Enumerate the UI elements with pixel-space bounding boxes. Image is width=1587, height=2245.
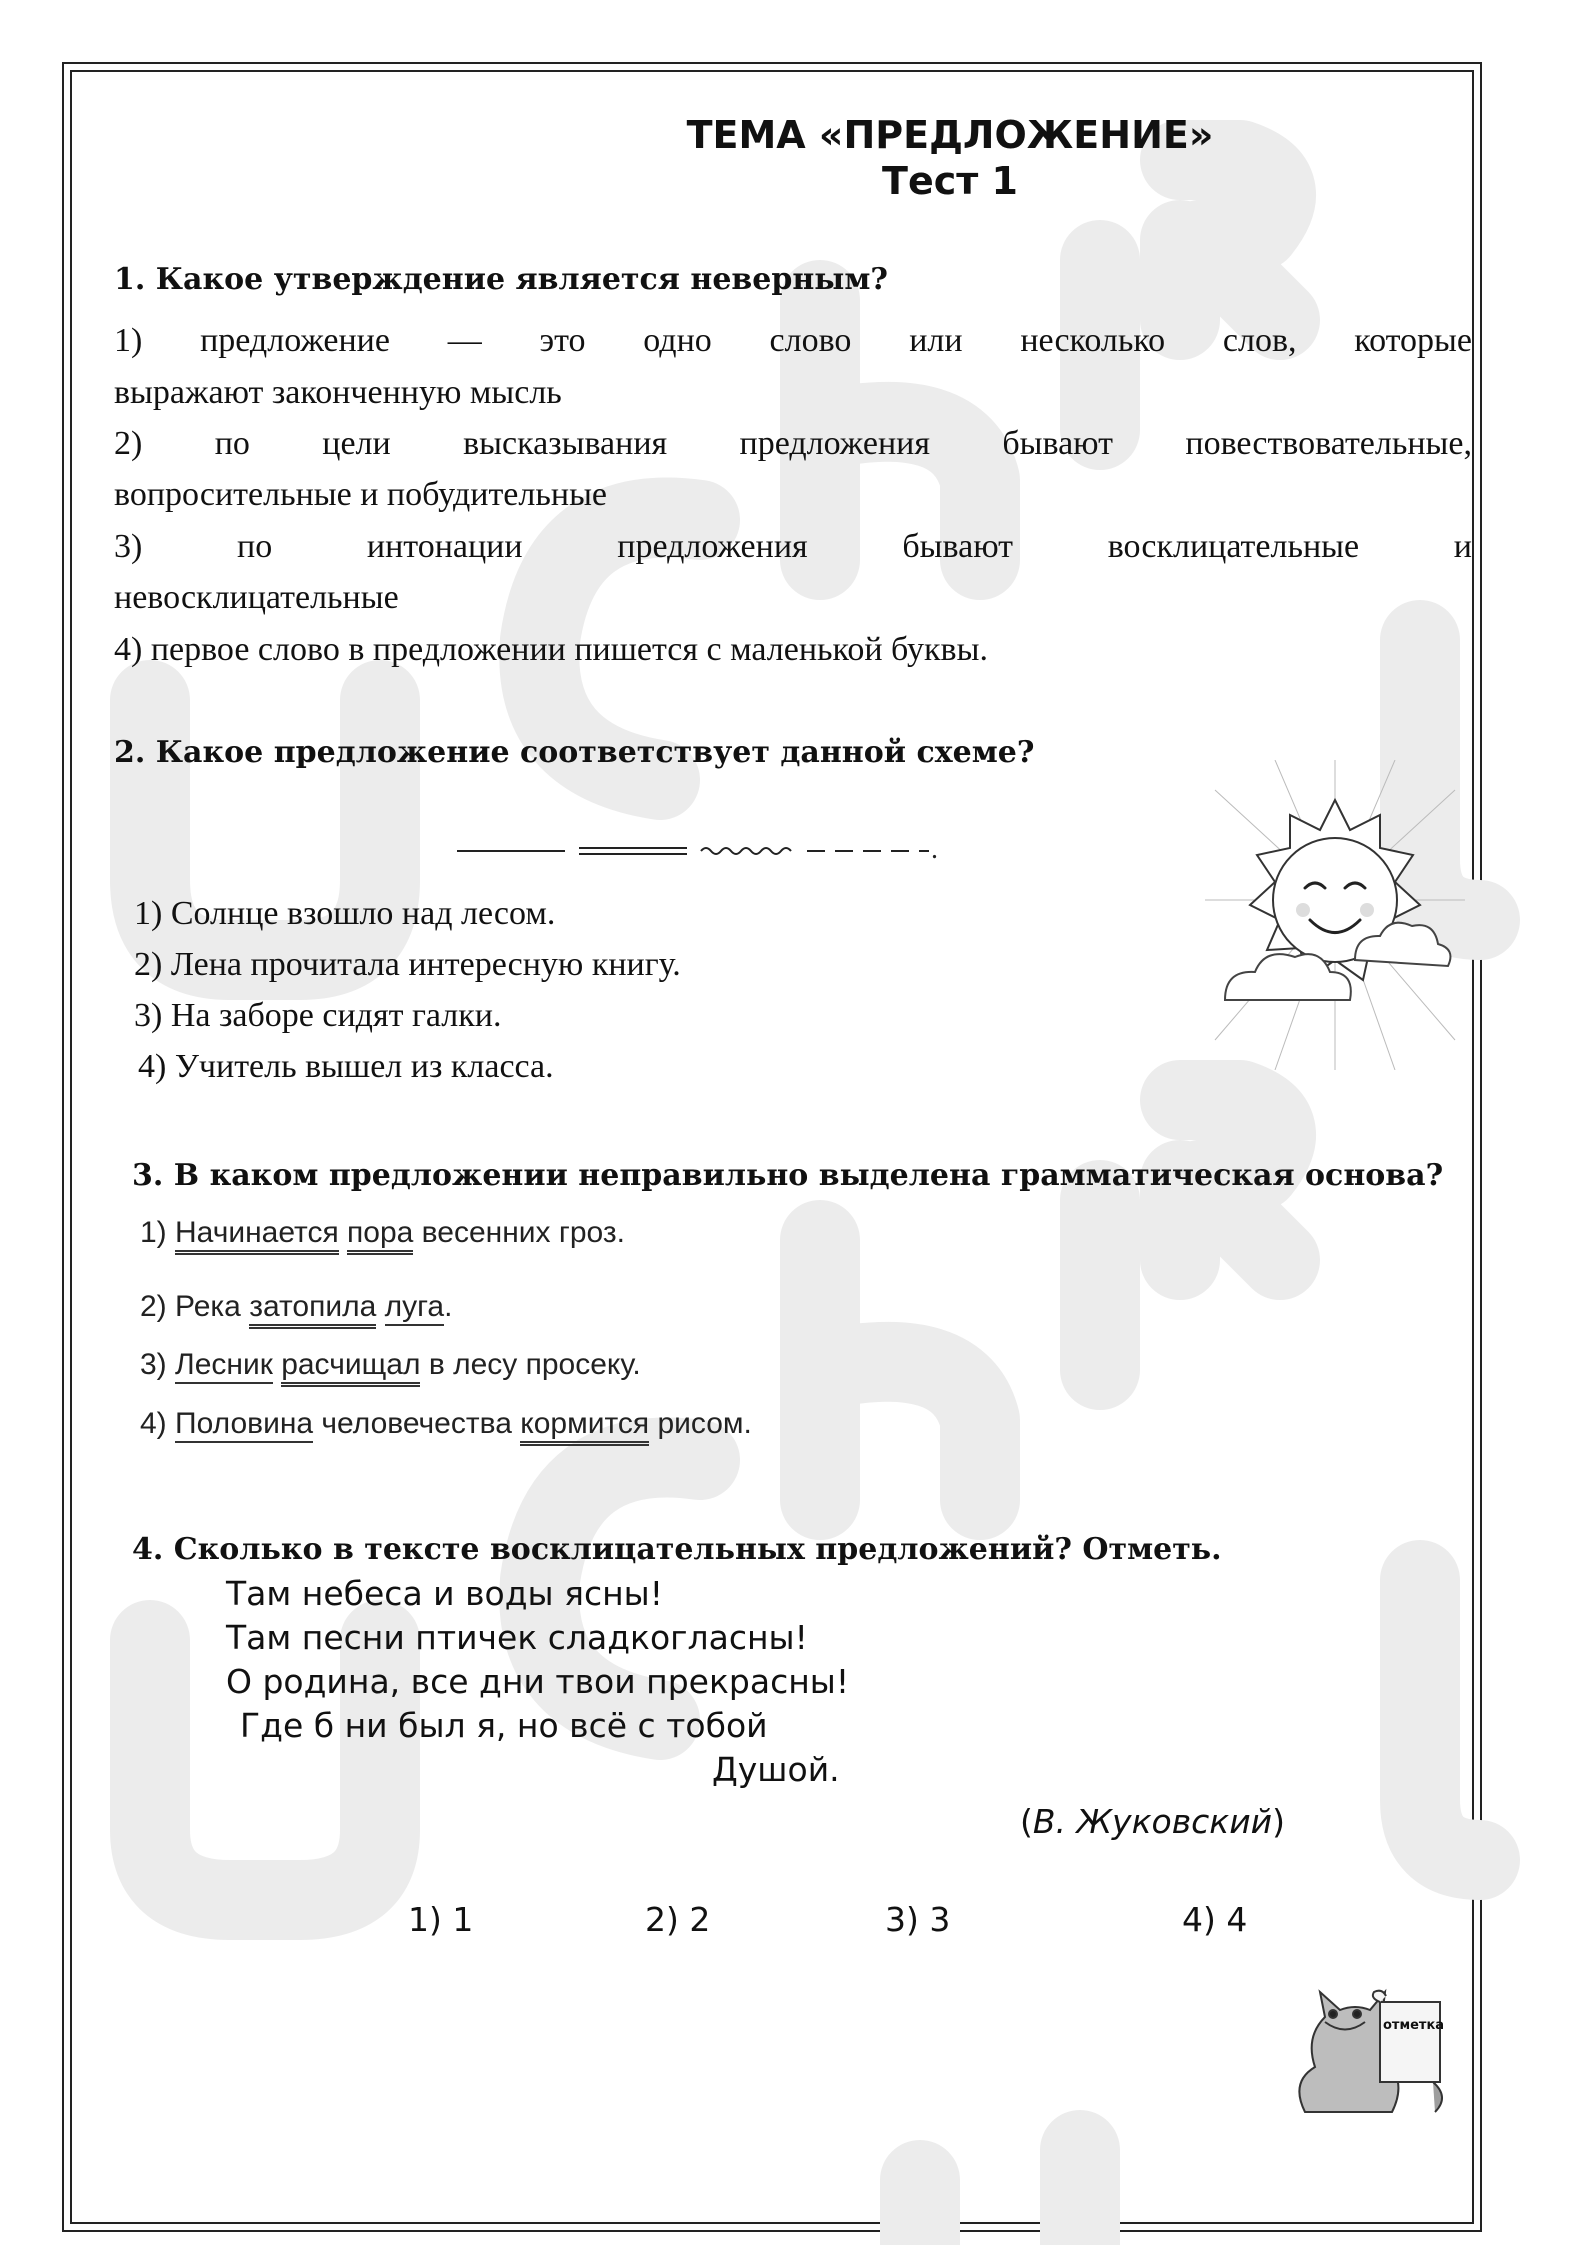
poem-line-1: Там небеса и воды ясны! [226, 1574, 663, 1613]
fox-mascot-icon [1285, 1962, 1455, 2122]
q3-option-3: 3) Лесник расчищал в лесу просеку. [140, 1348, 641, 1382]
q1-option-3-line-2: невосклицательные [114, 579, 399, 616]
smiling-sun-icon [1205, 760, 1465, 1070]
poem-line-2: Там песни птичек сладкогласны! [226, 1618, 808, 1657]
q3-o3-word-1: Лесник [175, 1348, 273, 1384]
q2-option-3: 3) На заборе сидят галки. [134, 997, 502, 1034]
poem-line-4: Где б ни был я, но всё с тобой [240, 1706, 768, 1745]
q1-option-4: 4) первое слово в предложении пишется с маленькой буквы. [114, 631, 988, 668]
q1-option-1-line-1: 1) предложение — это одно слово или несколько слов, которые [114, 322, 1472, 359]
q3-o2-word-2: луга [385, 1290, 444, 1326]
q2-option-4: 4) Учитель вышел из класса. [138, 1048, 554, 1085]
q1-option-2-line-2: вопросительные и побудительные [114, 476, 607, 513]
question-2-heading: 2. Какое предложение соответствует данной схеме? [114, 735, 1035, 770]
q3-option-2: 2) Река затопила луга. [140, 1290, 452, 1324]
scheme-period: . [931, 838, 938, 865]
poem-line-3: О родина, все дни твои прекрасны! [226, 1662, 850, 1701]
q4-answer-4[interactable]: 4) 4 [1182, 1900, 1248, 1939]
q4-answer-3[interactable]: 3) 3 [885, 1900, 951, 1939]
q3-o1-word-1: Начинается [175, 1216, 339, 1255]
q3-o4-word-2: кормится [520, 1407, 649, 1446]
q1-option-2-line-1: 2) по цели высказывания предложения бывают повествовательные, [114, 425, 1472, 462]
q4-answer-2[interactable]: 2) 2 [645, 1900, 711, 1939]
q3-o4-word-1: Половина [175, 1407, 313, 1443]
sentence-scheme [455, 838, 955, 868]
q4-answer-1[interactable]: 1) 1 [408, 1900, 474, 1939]
question-3-heading: 3. В каком предложении неправильно выделена грамматическая основа? [132, 1158, 1444, 1193]
q2-option-2: 2) Лена прочитала интересную книгу. [134, 946, 681, 983]
q2-option-1: 1) Солнце взошло над лесом. [134, 895, 556, 932]
q1-option-3-line-1: 3) по интонации предложения бывают восклицательные и [114, 528, 1472, 565]
q3-o1-word-2: пора [347, 1216, 413, 1255]
q3-option-4: 4) Половина человечества кормится рисом. [140, 1407, 752, 1441]
test-title: Тест 1 [882, 159, 1018, 203]
q1-option-1-line-2: выражают законченную мысль [114, 374, 562, 411]
mascot-sign-text: отметка [1383, 2018, 1445, 2033]
question-1-heading: 1. Какое утверждение является неверным? [114, 262, 889, 297]
q3-option-1: 1) Начинается пора весенних гроз. [140, 1216, 625, 1250]
q3-o2-word-1: затопила [249, 1290, 376, 1329]
page-title: ТЕМА «ПРЕДЛОЖЕНИЕ» [686, 113, 1214, 157]
q3-o3-word-2: расчищал [281, 1348, 420, 1387]
poem-line-5: Душой. [712, 1750, 840, 1789]
poem-author: (В. Жуковский) [1020, 1802, 1285, 1841]
question-4-heading: 4. Сколько в тексте восклицательных предложений? Отметь. [132, 1532, 1222, 1567]
